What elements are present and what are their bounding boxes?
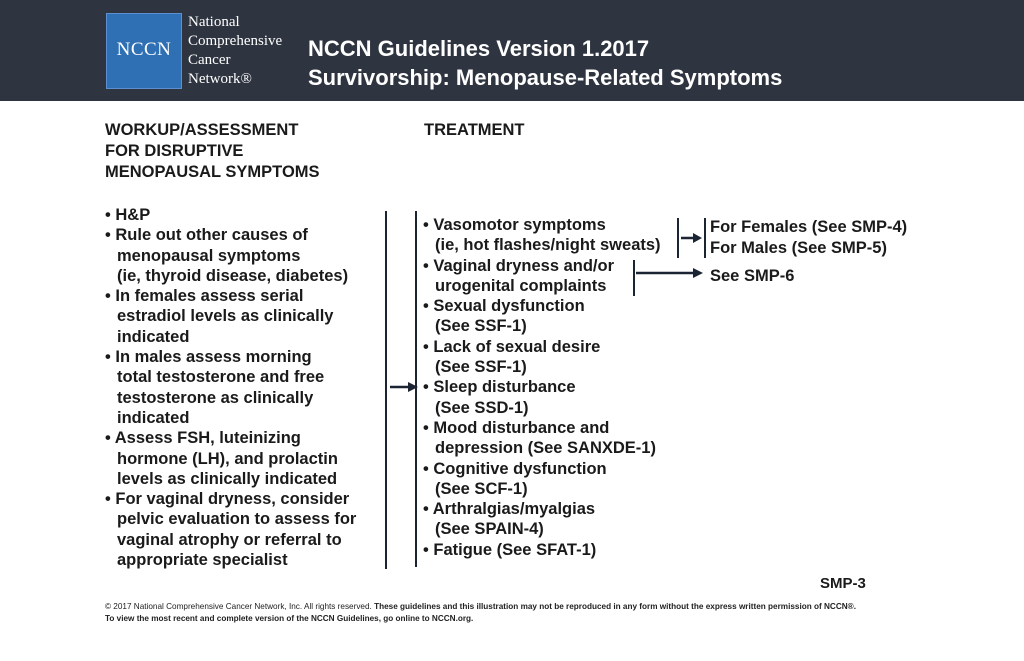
list-item-text: In males assess morning <box>115 348 312 367</box>
sex-bracket-line <box>704 218 706 258</box>
bullet-icon: • <box>423 337 434 356</box>
list-item <box>423 499 661 519</box>
bullet-icon: • <box>105 226 116 245</box>
outcome-males: For Males (See SMP-5) <box>710 239 887 257</box>
org-name-line: National <box>188 14 240 30</box>
list-item-text: indicated <box>117 408 190 427</box>
list-item <box>423 459 661 479</box>
list-item <box>423 215 661 235</box>
list-item-text: (See SSF-1) <box>435 358 527 377</box>
workup-heading-line: WORKUP/ASSESSMENT <box>105 121 299 139</box>
bullet-icon: • <box>423 459 434 478</box>
list-item-text: pelvic evaluation to assess for <box>117 510 357 529</box>
list-item-text: appropriate specialist <box>117 551 288 570</box>
list-item-text: Vaginal dryness and/or <box>433 256 615 275</box>
workup-heading-line: FOR DISRUPTIVE <box>105 142 244 160</box>
list-item-continuation <box>105 550 356 570</box>
list-item-continuation <box>105 408 356 428</box>
bullet-icon: • <box>423 378 434 397</box>
list-item-text: For vaginal dryness, consider <box>115 490 350 509</box>
workup-list <box>105 205 356 570</box>
list-item <box>105 428 356 448</box>
list-item <box>423 540 661 560</box>
list-item <box>105 225 356 245</box>
workup-heading <box>105 120 320 183</box>
treatment-heading: TREATMENT <box>424 121 525 139</box>
organization-name <box>188 13 282 89</box>
bullet-icon: • <box>423 216 434 234</box>
list-item-text: menopausal symptoms <box>117 246 301 265</box>
bullet-icon: • <box>423 540 434 559</box>
list-item-text: (See SPAIN-4) <box>435 520 544 539</box>
logo-text: NCCN <box>116 39 172 60</box>
list-item-continuation <box>105 246 356 266</box>
list-item-text: Assess FSH, luteinizing <box>114 429 301 448</box>
list-item-continuation <box>423 276 661 296</box>
list-item <box>105 205 356 225</box>
list-item-continuation <box>105 266 356 286</box>
workup-bracket-line <box>385 211 387 569</box>
bullet-icon: • <box>105 348 116 367</box>
workup-heading-line: MENOPAUSAL SYMPTOMS <box>105 163 320 181</box>
list-item-text: indicated <box>117 327 190 346</box>
page-code: SMP-3 <box>820 575 866 592</box>
list-item-continuation <box>423 438 661 458</box>
page-title <box>308 34 782 92</box>
list-item-text: (See SCF-1) <box>435 479 528 498</box>
list-item-continuation <box>105 306 356 326</box>
list-item-text: total testosterone and free <box>117 368 325 387</box>
list-item-text: Lack of sexual desire <box>433 337 601 356</box>
org-name-line: Comprehensive <box>188 33 283 49</box>
outcome-vaginal: See SMP-6 <box>710 267 795 285</box>
list-item-continuation <box>105 327 356 347</box>
list-item-text: Vasomotor symptoms <box>433 216 606 234</box>
arrow-vasomotor-icon <box>680 232 704 244</box>
list-item-text: Arthralgias/myalgias <box>432 500 596 519</box>
list-item <box>423 337 661 357</box>
treatment-bracket-line <box>415 211 417 567</box>
list-item-text: testosterone as clinically <box>117 388 314 407</box>
list-item-text: H&P <box>115 206 151 224</box>
list-item <box>423 256 661 276</box>
list-item-text: (See SSF-1) <box>435 317 527 336</box>
header-bar <box>0 0 1024 101</box>
list-item-text: hormone (LH), and prolactin <box>117 449 338 468</box>
list-item-continuation <box>423 519 661 539</box>
bullet-icon: • <box>423 418 434 437</box>
list-item-continuation <box>105 388 356 408</box>
bullet-icon: • <box>423 256 434 275</box>
list-item-text: urogenital complaints <box>435 276 607 295</box>
list-item-text: Rule out other causes of <box>115 226 308 245</box>
org-name-line: Network® <box>188 71 252 87</box>
list-item <box>423 418 661 438</box>
list-item <box>423 296 661 316</box>
list-item-continuation <box>423 316 661 336</box>
bullet-icon: • <box>105 287 116 306</box>
bullet-icon: • <box>105 206 116 224</box>
list-item-text: depression (See SANXDE-1) <box>435 439 656 458</box>
list-item <box>423 377 661 397</box>
list-item-text: Fatigue (See SFAT-1) <box>433 540 597 559</box>
vasomotor-bracket-line <box>677 218 679 258</box>
list-item-continuation <box>105 509 356 529</box>
list-item-text: Sleep disturbance <box>433 378 576 397</box>
list-item-text: levels as clinically indicated <box>117 469 338 488</box>
list-item-text: Mood disturbance and <box>433 418 610 437</box>
arrow-vaginal-icon <box>635 267 705 279</box>
list-item-continuation <box>105 530 356 550</box>
list-item-text: Cognitive dysfunction <box>433 459 607 478</box>
list-item-text: vaginal atrophy or referral to <box>117 530 342 549</box>
list-item <box>105 489 356 509</box>
list-item-continuation <box>423 357 661 377</box>
outcome-females: For Females (See SMP-4) <box>710 218 908 236</box>
title-line-2: Survivorship: Menopause-Related Symptoms <box>308 65 783 90</box>
footer-view: To view the most recent and complete version of the NCCN Guidelines, go online to NCCN.org. <box>105 613 474 623</box>
title-line-1: NCCN Guidelines Version 1.2017 <box>308 36 650 61</box>
list-item-continuation <box>423 235 661 255</box>
footer <box>105 601 856 624</box>
list-item-continuation <box>105 367 356 387</box>
bullet-icon: • <box>105 490 116 509</box>
list-item-text: (ie, thyroid disease, diabetes) <box>117 266 349 285</box>
bullet-icon: • <box>105 429 115 448</box>
footer-copyright: © 2017 National Comprehensive Cancer Network, Inc. All rights reserved. <box>105 602 372 611</box>
list-item <box>105 347 356 367</box>
list-item-continuation <box>105 469 356 489</box>
list-item-text: (ie, hot flashes/night sweats) <box>435 236 661 255</box>
list-item-text: (See SSD-1) <box>435 398 529 417</box>
list-item-text: Sexual dysfunction <box>433 297 585 316</box>
list-item-continuation <box>423 398 661 418</box>
list-item-text: In females assess serial <box>115 287 304 306</box>
footer-permission: These guidelines and this illustration may not be reproduced in any form without the express written permission of NCCN®. <box>374 602 856 611</box>
list-item-continuation <box>423 479 661 499</box>
nccn-logo <box>106 13 182 89</box>
org-name-line: Cancer <box>188 52 231 68</box>
list-item-continuation <box>105 449 356 469</box>
bullet-icon: • <box>423 500 433 519</box>
list-item <box>105 286 356 306</box>
treatment-list <box>423 215 661 560</box>
bullet-icon: • <box>423 297 434 316</box>
list-item-text: estradiol levels as clinically <box>117 307 334 326</box>
